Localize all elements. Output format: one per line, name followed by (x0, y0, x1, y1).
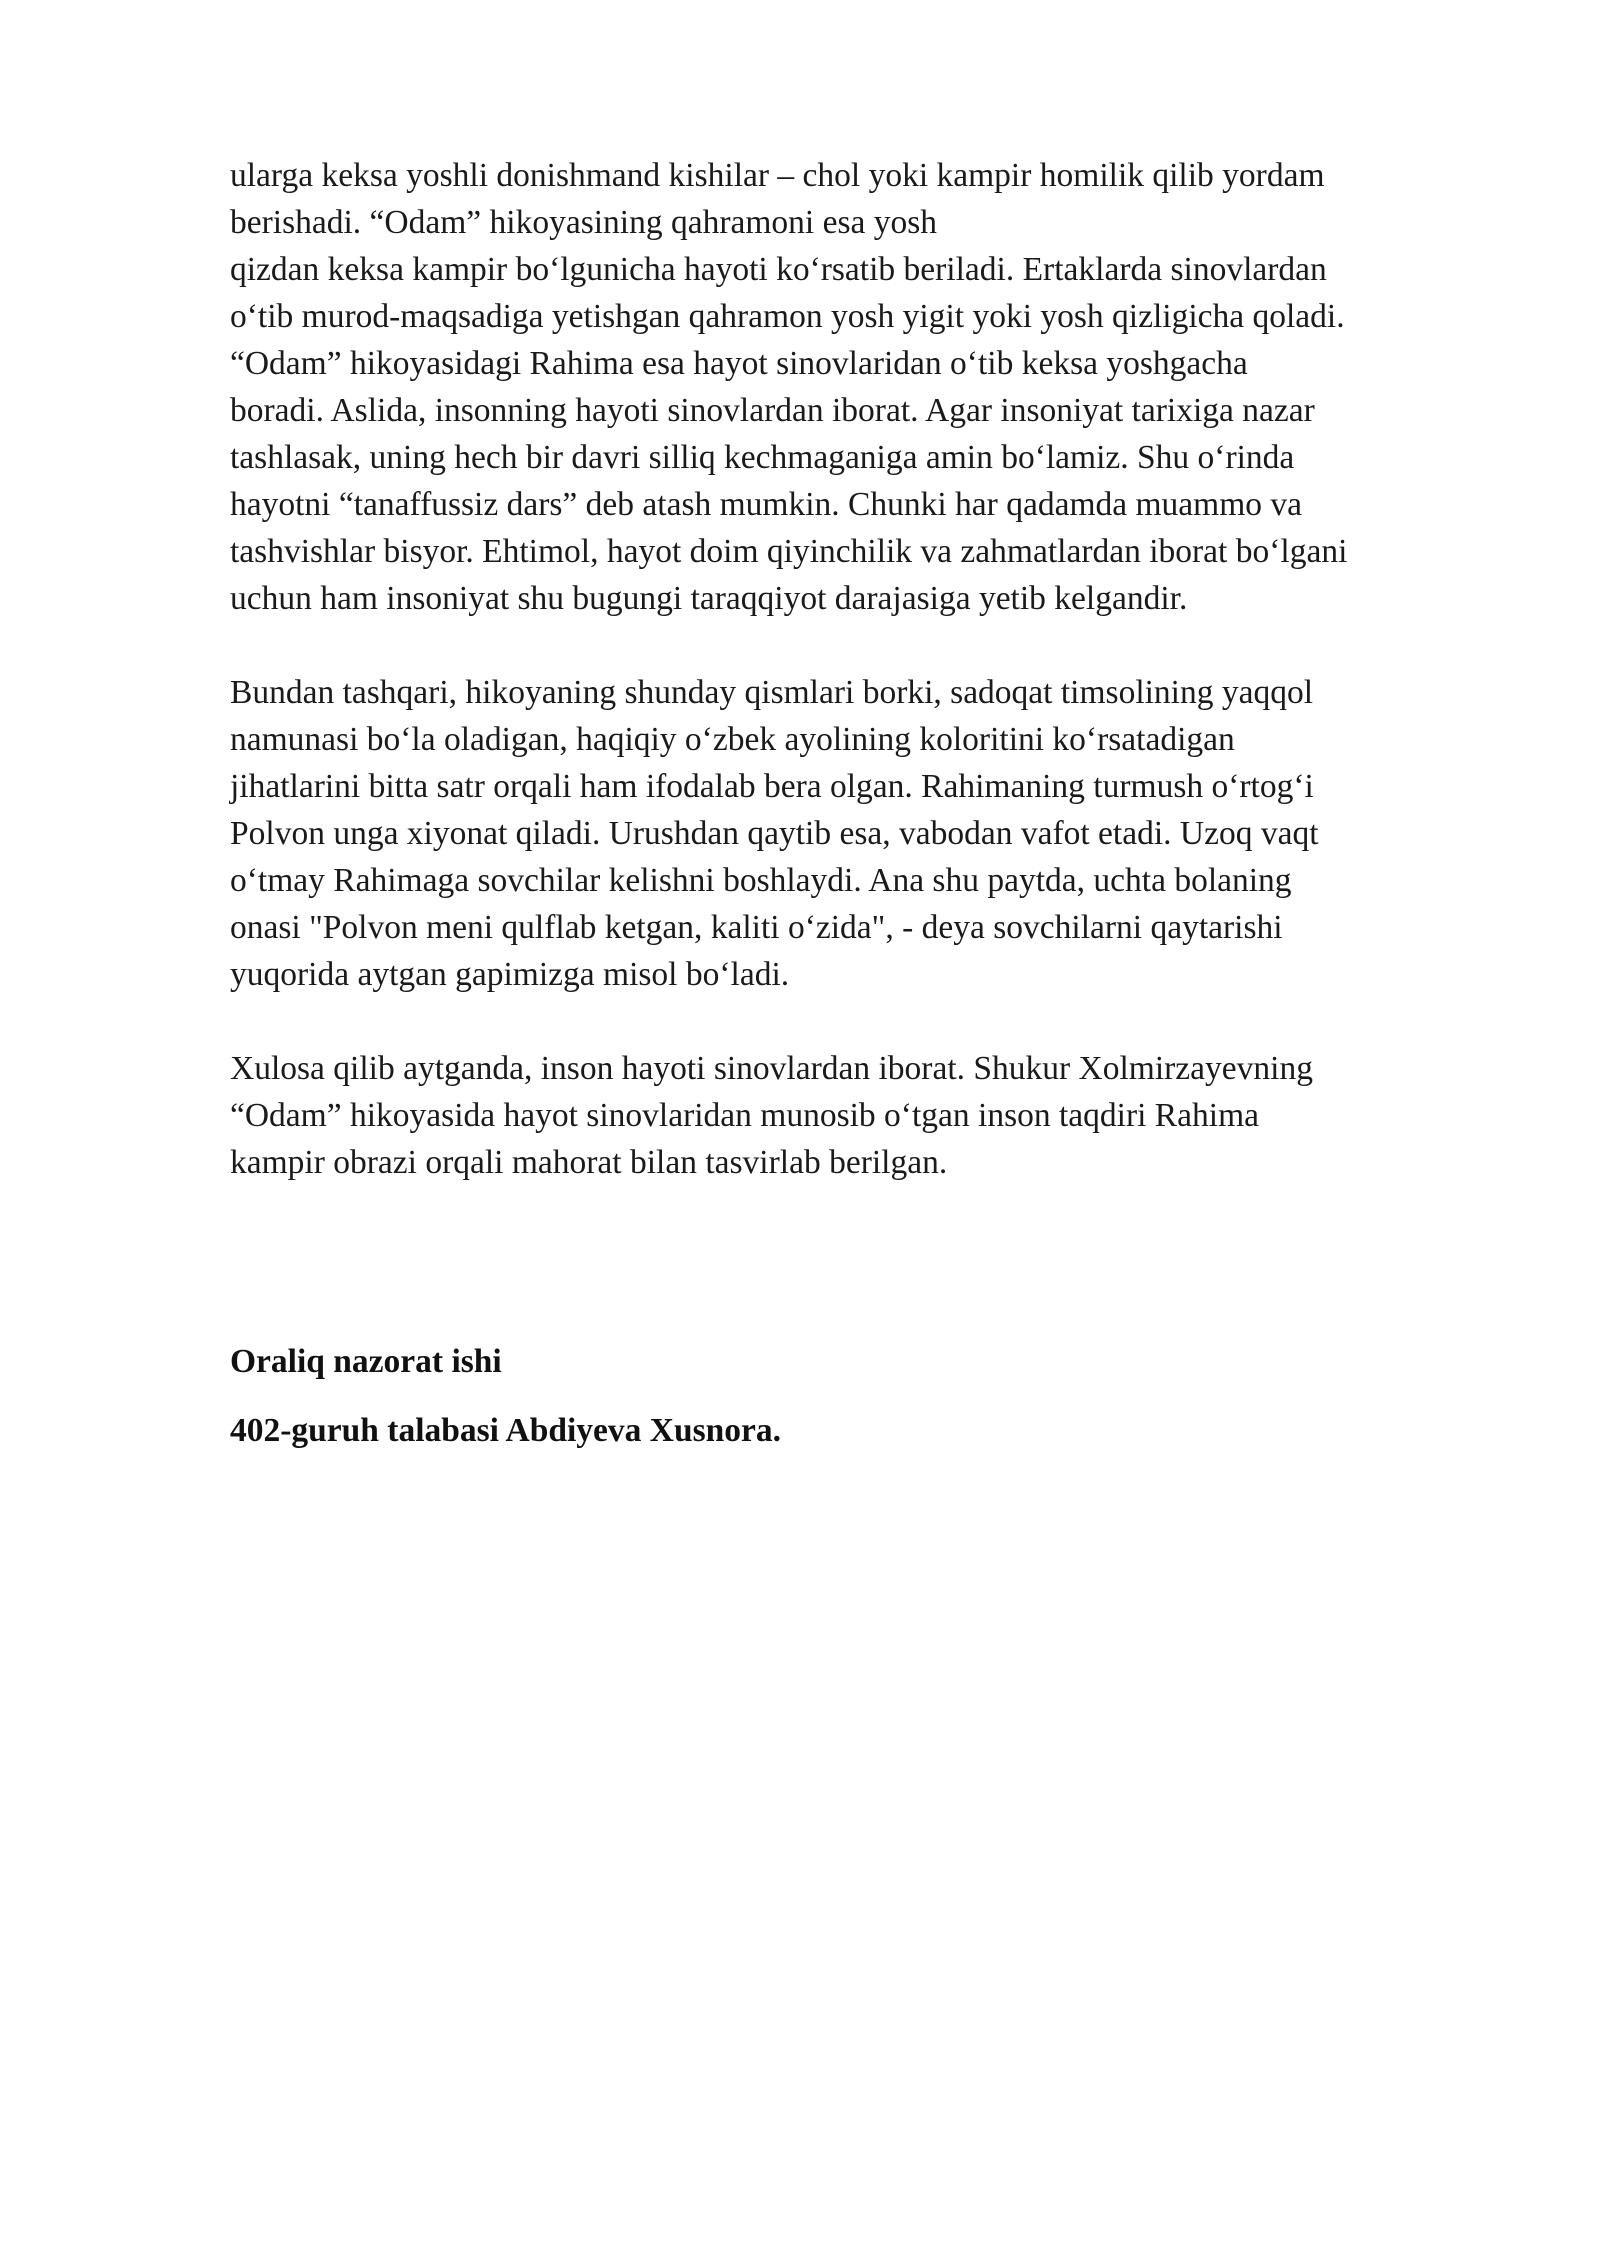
author-line: 402-guruh talabasi Abdiyeva Xusnora. (230, 1412, 781, 1449)
text-line: yuqorida aytgan gapimizga misol boʻladi. (230, 956, 790, 993)
text-line: boradi. Aslida, insonning hayoti sinovlardan iborat. Agar insoniyat tarixiga nazar (230, 392, 1315, 429)
text-line: kampir obrazi orqali mahorat bilan tasvirlab berilgan. (230, 1144, 948, 1181)
text-line: oʻtmay Rahimaga sovchilar kelishni boshlaydi. Ana shu paytda, uchta bolaning (230, 862, 1292, 899)
text-line: namunasi boʻla oladigan, haqiqiy oʻzbek ayolining koloritini koʻrsatadigan (230, 721, 1235, 758)
text-line: hayotni “tanaffussiz dars” deb atash mumkin. Chunki har qadamda muammo va (230, 486, 1303, 523)
paragraph-2 (230, 669, 1510, 998)
text-line: qizdan keksa kampir boʻlgunicha hayoti koʻrsatib beriladi. Ertaklarda sinovlardan (230, 251, 1327, 288)
text-line: tashlasak, uning hech bir davri silliq kechmaganiga amin boʻlamiz. Shu oʻrinda (230, 439, 1295, 476)
text-line: onasi "Polvon meni qulflab ketgan, kaliti oʻzida", - deya sovchilarni qaytarishi (230, 909, 1283, 946)
text-line: “Odam” hikoyasidagi Rahima esa hayot sinovlaridan oʻtib keksa yoshgacha (230, 345, 1248, 382)
text-line: ularga keksa yoshli donishmand kishilar – chol yoki kampir homilik qilib yordam (230, 157, 1325, 194)
text-line: tashvishlar bisyor. Ehtimol, hayot doim qiyinchilik va zahmatlardan iborat boʻlgani (230, 533, 1348, 570)
text-line: uchun ham insoniyat shu bugungi taraqqiyot darajasiga yetib kelgandir. (230, 580, 1188, 617)
text-line: jihatlarini bitta satr orqali ham ifodalab bera olgan. Rahimaning turmush oʻrtogʻi (230, 768, 1314, 805)
text-line: Xulosa qilib aytganda, inson hayoti sinovlardan iborat. Shukur Xolmirzayevning (230, 1050, 1313, 1087)
text-line: oʻtib murod-maqsadiga yetishgan qahramon yosh yigit yoki yosh qizligicha qoladi. (230, 298, 1345, 335)
text-line: Bundan tashqari, hikoyaning shunday qismlari borki, sadoqat timsolining yaqqol (230, 674, 1314, 711)
text-line: “Odam” hikoyasida hayot sinovlaridan munosib oʻtgan inson taqdiri Rahima (230, 1097, 1259, 1134)
text-line: berishadi. “Odam” hikoyasining qahramoni esa yosh (230, 204, 938, 241)
assignment-title: Oraliq nazorat ishi (230, 1343, 502, 1380)
text-line: Polvon unga xiyonat qiladi. Urushdan qaytib esa, vabodan vafot etadi. Uzoq vaqt (230, 815, 1319, 852)
signature-block (230, 1338, 781, 1476)
paragraph-1 (230, 152, 1510, 622)
document-body (230, 152, 1510, 1233)
paragraph-3 (230, 1045, 1510, 1186)
